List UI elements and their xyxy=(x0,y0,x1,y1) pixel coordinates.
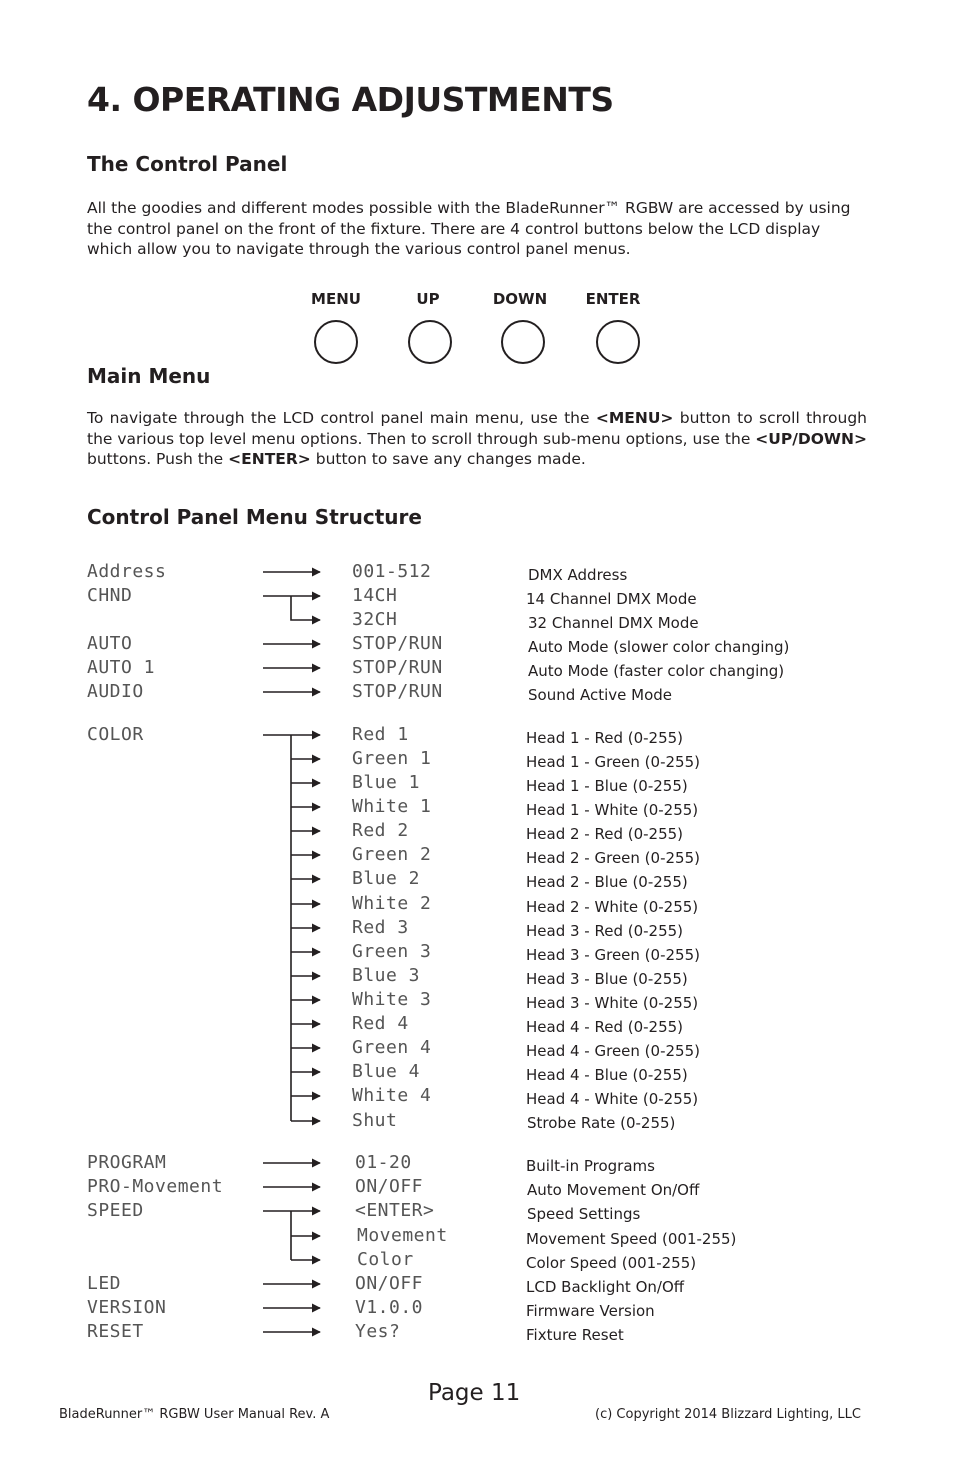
desc-head3-blue: Head 3 - Blue (0-255) xyxy=(526,970,688,988)
option-audio-stop-run: STOP/RUN xyxy=(352,681,443,702)
option-program-range: 01-20 xyxy=(355,1152,412,1173)
desc-head4-white: Head 4 - White (0-255) xyxy=(526,1090,699,1108)
option-green-1: Green 1 xyxy=(352,748,432,769)
option-blue-4: Blue 4 xyxy=(352,1061,421,1082)
option-white-2: White 2 xyxy=(352,893,432,914)
desc-auto1: Auto Mode (faster color changing) xyxy=(528,662,785,680)
option-speed-enter: <ENTER> xyxy=(355,1200,435,1221)
desc-head3-white: Head 3 - White (0-255) xyxy=(526,994,699,1012)
menu-chnd: CHND xyxy=(87,585,133,606)
desc-reset: Fixture Reset xyxy=(526,1326,624,1344)
down-button-label: DOWN xyxy=(492,290,548,308)
control-panel-text: All the goodies and different modes possible with the BladeRunner™ RGBW are accessed by using the control panel on the front of the fixture. There are 4 control buttons below the LCD display which allow you to navigate through the various control panel menus. xyxy=(87,199,851,258)
menu-address: Address xyxy=(87,561,167,582)
desc-firmware: Firmware Version xyxy=(526,1302,655,1320)
option-red-2: Red 2 xyxy=(352,820,409,841)
option-white-1: White 1 xyxy=(352,796,432,817)
desc-head4-red: Head 4 - Red (0-255) xyxy=(526,1018,684,1036)
menu-pro-movement: PRO-Movement xyxy=(87,1176,224,1197)
option-red-4: Red 4 xyxy=(352,1013,409,1034)
up-down-keyword: <UP/DOWN> xyxy=(755,429,867,448)
option-pro-movement-onoff: ON/OFF xyxy=(355,1176,424,1197)
page-number: Page 11 xyxy=(428,1380,521,1406)
desc-strobe: Strobe Rate (0-255) xyxy=(527,1114,676,1132)
desc-dmx-address: DMX Address xyxy=(528,566,628,584)
main-menu-text-3: buttons. Push the xyxy=(87,450,229,468)
desc-lcd-backlight: LCD Backlight On/Off xyxy=(526,1278,685,1296)
option-reset-confirm: Yes? xyxy=(355,1321,401,1342)
option-blue-3: Blue 3 xyxy=(352,965,421,986)
desc-audio: Sound Active Mode xyxy=(528,686,673,704)
menu-structure-title: Control Panel Menu Structure xyxy=(87,505,422,529)
menu-version: VERSION xyxy=(87,1297,167,1318)
enter-keyword: <ENTER> xyxy=(228,450,311,468)
option-auto-stop-run: STOP/RUN xyxy=(352,633,443,654)
desc-14ch: 14 Channel DMX Mode xyxy=(526,590,697,608)
menu-led: LED xyxy=(87,1273,122,1294)
desc-head2-white: Head 2 - White (0-255) xyxy=(526,898,699,916)
main-menu-text-1: To navigate through the LCD control panel main menu, use the xyxy=(87,409,596,427)
menu-speed: SPEED xyxy=(87,1200,144,1221)
option-32ch: 32CH xyxy=(352,609,398,630)
option-led-onoff: ON/OFF xyxy=(355,1273,424,1294)
desc-32ch: 32 Channel DMX Mode xyxy=(528,614,699,632)
page-heading: 4. OPERATING ADJUSTMENTS xyxy=(87,80,614,119)
option-white-4: White 4 xyxy=(352,1085,432,1106)
option-red-3: Red 3 xyxy=(352,917,409,938)
main-menu-title: Main Menu xyxy=(87,364,211,388)
desc-head1-green: Head 1 - Green (0-255) xyxy=(526,753,700,771)
menu-color: COLOR xyxy=(87,724,144,745)
desc-speed-settings: Speed Settings xyxy=(527,1205,641,1223)
menu-auto1: AUTO 1 xyxy=(87,657,156,678)
menu-keyword: <MENU> xyxy=(595,409,674,427)
desc-head1-white: Head 1 - White (0-255) xyxy=(526,801,699,819)
desc-head4-blue: Head 4 - Blue (0-255) xyxy=(526,1066,688,1084)
option-green-3: Green 3 xyxy=(352,941,432,962)
menu-auto: AUTO xyxy=(87,633,133,654)
desc-head3-red: Head 3 - Red (0-255) xyxy=(526,922,684,940)
menu-button-label: MENU xyxy=(311,290,361,308)
option-auto1-stop-run: STOP/RUN xyxy=(352,657,443,678)
desc-head3-green: Head 3 - Green (0-255) xyxy=(526,946,700,964)
main-menu-text-4: button to save any changes made. xyxy=(310,450,586,468)
option-speed-color: Color xyxy=(357,1249,414,1270)
footer-left: BladeRunner™ RGBW User Manual Rev. A xyxy=(59,1407,330,1422)
desc-auto-movement: Auto Movement On/Off xyxy=(527,1181,700,1199)
option-version-number: V1.0.0 xyxy=(355,1297,424,1318)
menu-program: PROGRAM xyxy=(87,1152,167,1173)
option-green-4: Green 4 xyxy=(352,1037,432,1058)
enter-button-label: ENTER xyxy=(585,290,641,308)
option-red-1: Red 1 xyxy=(352,724,409,745)
menu-reset: RESET xyxy=(87,1321,144,1342)
option-shut: Shut xyxy=(352,1110,398,1131)
desc-head2-green: Head 2 - Green (0-255) xyxy=(526,849,700,867)
desc-color-speed: Color Speed (001-255) xyxy=(526,1254,697,1272)
option-blue-1: Blue 1 xyxy=(352,772,421,793)
option-14ch: 14CH xyxy=(352,585,398,606)
desc-movement-speed: Movement Speed (001-255) xyxy=(526,1230,737,1248)
desc-head1-blue: Head 1 - Blue (0-255) xyxy=(526,777,688,795)
desc-head2-blue: Head 2 - Blue (0-255) xyxy=(526,873,688,891)
arrow-chnd-branch xyxy=(291,596,320,620)
option-white-3: White 3 xyxy=(352,989,432,1010)
option-speed-movement: Movement xyxy=(357,1225,448,1246)
main-menu-text-2: button to scroll through the various top level menu options. Then to scroll through sub-menu options, use the xyxy=(87,409,867,448)
desc-head1-red: Head 1 - Red (0-255) xyxy=(526,729,684,747)
menu-audio: AUDIO xyxy=(87,681,144,702)
control-panel-title: The Control Panel xyxy=(87,152,288,176)
option-address-range: 001-512 xyxy=(352,561,432,582)
desc-auto: Auto Mode (slower color changing) xyxy=(528,638,790,656)
up-button-label: UP xyxy=(416,290,440,308)
desc-head4-green: Head 4 - Green (0-255) xyxy=(526,1042,700,1060)
desc-head2-red: Head 2 - Red (0-255) xyxy=(526,825,684,843)
option-blue-2: Blue 2 xyxy=(352,868,421,889)
desc-programs: Built-in Programs xyxy=(526,1157,655,1175)
footer-right: (c) Copyright 2014 Blizzard Lighting, LLC xyxy=(595,1407,861,1422)
option-green-2: Green 2 xyxy=(352,844,432,865)
